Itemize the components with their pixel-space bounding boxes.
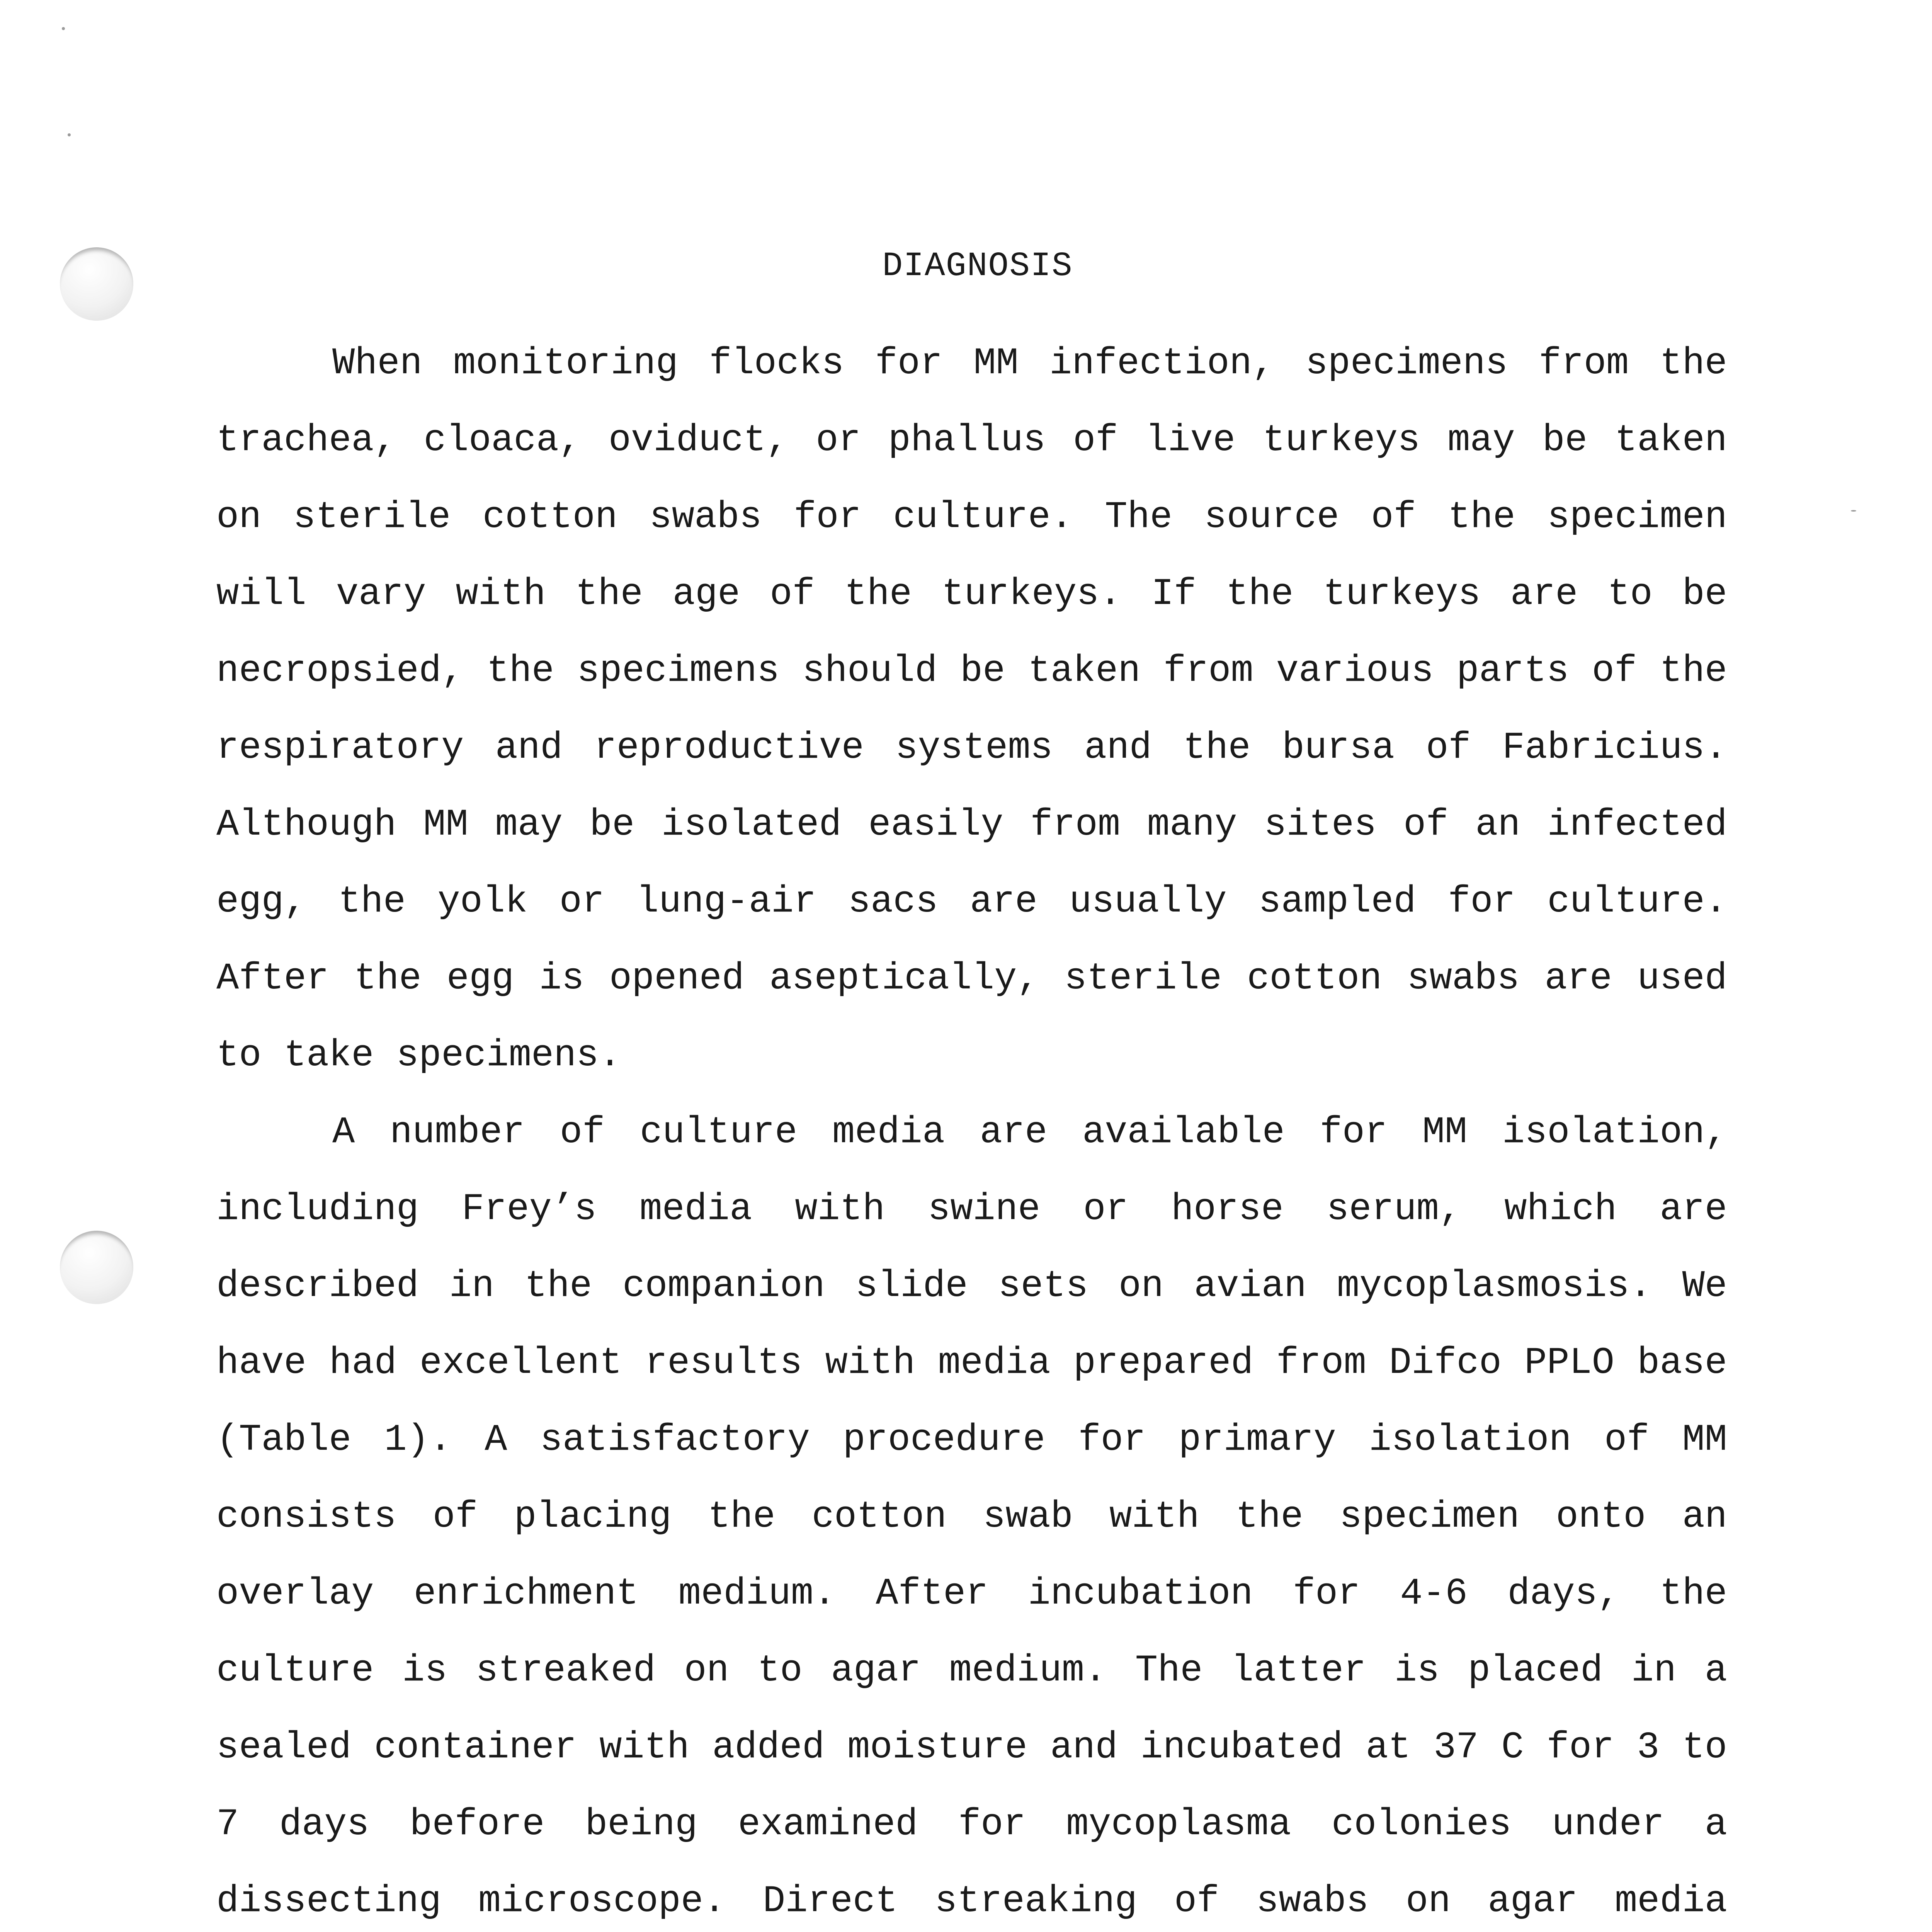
paragraph: When monitoring flocks for MM infection, specimens from the trachea, cloaca, oviduct, or phallus of live turkeys may be taken on sterile cotton swabs for culture. The source of the specimen will vary with the age of the turkeys. If the turkeys are to be necropsied, the specimens should be taken from various parts of the respiratory and reproductive systems and the bursa of Fabricius. Although MM may be isolated easily from many sites of an infected egg, the yolk or lung-air sacs are usually sampled for culture. After the egg is opened aseptically, sterile cotton swabs are used to take specimens.: [216, 342, 1727, 1077]
scan-speck: [68, 133, 71, 136]
section-heading: DIAGNOSIS: [882, 247, 1073, 286]
paragraph: A number of culture media are available for MM isolation, including Frey’s media with swine or horse serum, which are described in the companion slide sets on avian mycoplasmosis. We have had excellent results with media prepared from Difco PPLO base (Table 1). A satisfactory procedure for primary isolation of MM consists of placing the cotton swab with the specimen onto an overlay enrichment medium. After incubation for 4-6 days, the culture is streaked on to agar medium. The latter is placed in a sealed container with added moisture and incubated at 37 C for 3 to 7 days before being examined for mycoplasma colonies under a dissecting microscope. Direct streaking of swabs on agar media: [216, 1111, 1727, 1923]
punch-hole: [60, 1231, 133, 1304]
scan-speck: [62, 27, 65, 30]
body-text: [216, 325, 1727, 1932]
scan-speck: [1851, 510, 1856, 512]
